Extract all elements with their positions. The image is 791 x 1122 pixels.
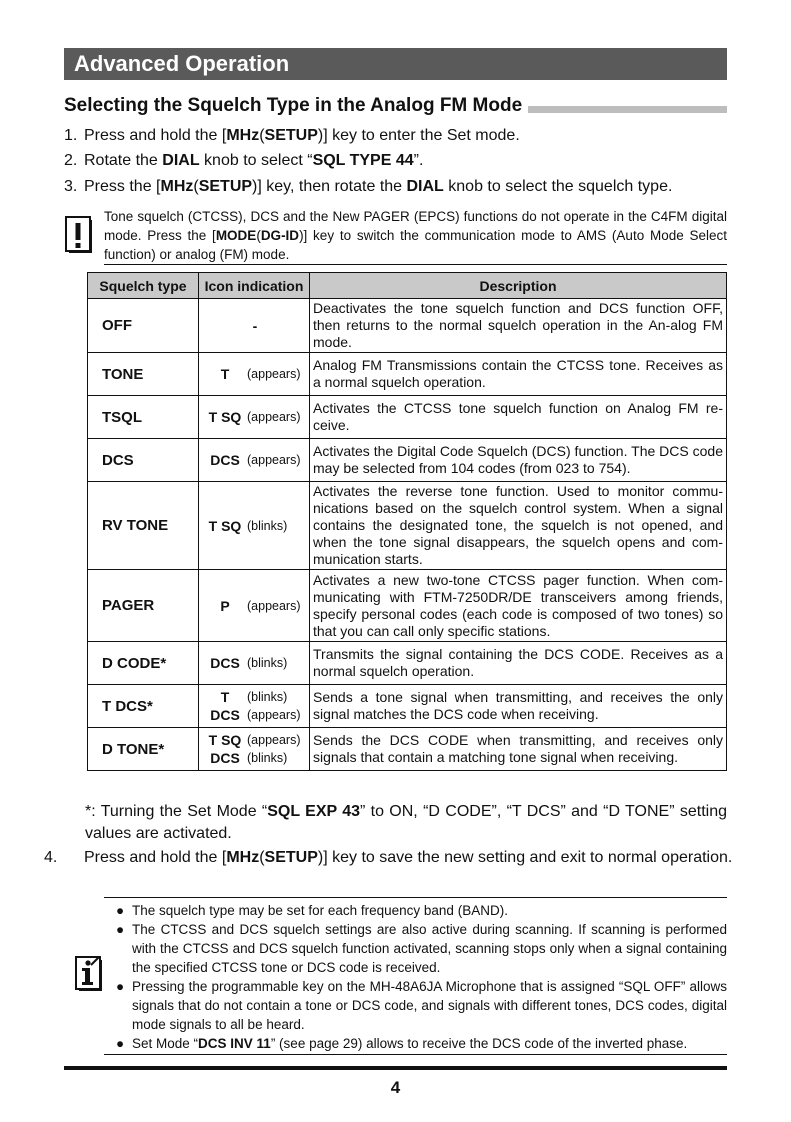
key-label: SQL TYPE 44 (312, 152, 414, 169)
table-row (88, 353, 727, 396)
key-label: DG-ID (260, 228, 300, 243)
squelch-type-cell: TSQL (88, 396, 199, 439)
info-note-icon (74, 954, 104, 992)
key-label: MHz (226, 849, 260, 866)
description-cell: Activates the CTCSS tone squelch function on Analog FM re-ceive. (310, 396, 727, 439)
icon-state: (appears) (247, 367, 301, 381)
key-label: MHz (160, 178, 194, 195)
icon-state: (appears) (247, 598, 301, 613)
step-1 (64, 125, 727, 147)
table-row (88, 685, 727, 728)
column-header: Squelch type (88, 273, 199, 299)
table-row (88, 396, 727, 439)
table-row (88, 439, 727, 482)
icon-state: (blinks) (247, 518, 288, 533)
icon-symbol: T SQ (208, 409, 242, 425)
squelch-type-cell: PAGER (88, 570, 199, 642)
column-header: Icon indication (199, 273, 310, 299)
icon-indication-cell (199, 685, 310, 728)
description-cell: Analog FM Transmissions contain the CTCSS tone. Receives as a normal squelch operation. (310, 353, 727, 396)
description-cell: Sends the DCS CODE when transmitting, and receives only signals that contain a matching tone signal when receiving. (310, 728, 727, 771)
caution-text-part: )] key to switch the communication mode to AMS (Auto Mode Select function) or analog (FM) mode. (104, 228, 727, 262)
description-cell: Transmits the signal containing the DCS CODE. Receives as a normal squelch operation. (310, 642, 727, 685)
exclamation-icon (64, 215, 96, 255)
key-label: MODE (215, 228, 257, 243)
step-2 (64, 150, 727, 172)
icon-state: (blinks) (247, 690, 288, 704)
list-item-text: The CTCSS and DCS squelch settings are also active during scanning. If scanning is performed with the CTCSS and DCS squelch function activated, scanning stops only when a signal containing the specified CTCSS tone or DCS code is received. (132, 922, 727, 975)
step-text: knob to select “ (199, 152, 313, 169)
subheading-text: Selecting the Squelch Type in the Analog FM Mode (64, 95, 528, 117)
icon-symbol: P (220, 597, 230, 614)
key-label: SETUP (264, 849, 318, 866)
list-item-text: Pressing the programmable key on the MH-48A6JA Microphone that is assigned “SQL OFF” allows signals that do not contain a tone or DCS code, and signals with different tones, DCS codes, digital mode signals to all be heard. (132, 979, 727, 1032)
footnote-text: *: Turning the Set Mode “ (85, 803, 268, 820)
footnote (85, 801, 727, 845)
icon-symbol: T SQ (208, 517, 242, 534)
icon-symbol: T (220, 689, 230, 705)
bullet-icon: ● (116, 922, 125, 937)
icon-indication-cell (199, 642, 310, 685)
icon-indication-cell (199, 299, 310, 353)
step-4 (44, 847, 747, 869)
icon-indication-cell (199, 439, 310, 482)
table-row (88, 299, 727, 353)
description-cell: Deactivates the tone squelch function and DCS function OFF, then returns to the normal squelch operation in the An-alog FM mode. (310, 299, 727, 353)
bullet-icon: ● (116, 903, 125, 918)
icon-indication-cell (199, 353, 310, 396)
step-text: Rotate the (84, 152, 163, 169)
icon-indication-cell (199, 396, 310, 439)
icon-state: (blinks) (247, 751, 288, 765)
caution-note (64, 207, 727, 265)
list-item (116, 977, 727, 1034)
icon-symbol: T SQ (208, 732, 242, 748)
step-number: 2. (64, 152, 78, 169)
step-number: 4. (44, 849, 58, 866)
info-rule-top (104, 897, 727, 898)
info-rule-bottom (104, 1054, 727, 1055)
step-number: 1. (64, 127, 78, 144)
step-number: 3. (64, 178, 78, 195)
step-text: )] key, then rotate the (252, 178, 407, 195)
footer-rule (64, 1066, 727, 1070)
squelch-type-cell: DCS (88, 439, 199, 482)
key-label: SETUP (198, 178, 253, 195)
squelch-type-cell: OFF (88, 299, 199, 353)
icon-symbol: DCS (210, 452, 240, 468)
bullet-icon: ● (116, 979, 125, 994)
caution-text (104, 207, 727, 264)
squelch-type-cell: T DCS* (88, 685, 199, 728)
list-item-text: Set Mode “ (132, 1036, 199, 1051)
step-text: knob to select the squelch type. (443, 178, 673, 195)
step-text: )] key to enter the Set mode. (317, 127, 520, 144)
caution-text-part: Tone squelch (CTCSS), DCS and the New PAGER (EPCS) functions do not operate in the C4FM digital mode. Press the [ (104, 209, 727, 243)
icon-state: (blinks) (247, 656, 288, 670)
squelch-type-cell: D TONE* (88, 728, 199, 771)
list-item (116, 901, 727, 920)
icon-symbol: DCS (210, 750, 240, 766)
squelch-type-cell: TONE (88, 353, 199, 396)
key-label: MHz (226, 127, 260, 144)
squelch-type-cell: D CODE* (88, 642, 199, 685)
description-cell: Activates a new two-tone CTCSS pager function. When com-municating with FTM-7250DR/DE transceivers among friends, specify personal codes (each code is composed of two tones) so that you can call only specific stations. (310, 570, 727, 642)
key-label: SQL EXP 43 (267, 803, 360, 820)
description-cell: Activates the reverse tone function. Used to monitor commu-nications based on the squelch control system. When a signal contains the designated tone, the squelch is not opened, and when the tone signal disappears, the squelch opens and com-munication starts. (310, 482, 727, 570)
column-header: Description (310, 273, 727, 299)
icon-state: (appears) (247, 708, 301, 722)
key-label: DIAL (406, 178, 444, 195)
icon-state: (appears) (247, 733, 301, 747)
description-cell: Activates the Digital Code Squelch (DCS) function. The DCS code may be selected from 104 codes (from 023 to 754). (310, 439, 727, 482)
icon-symbol: DCS (210, 707, 240, 723)
icon-symbol: T (220, 366, 230, 382)
step-text: ( (193, 178, 199, 195)
footnote-text: ” to ON, “D CODE”, “T DCS” and “D TONE” setting values are activated. (85, 803, 728, 842)
step-text: )] key to save the new setting and exit to normal operation. (317, 849, 733, 866)
list-item-text: ” (see page 29) allows to receive the DCS code of the inverted phase. (270, 1036, 688, 1051)
step-text: Press the [ (84, 178, 161, 195)
step-text: Press and hold the [ (84, 849, 227, 866)
caution-rule (104, 264, 727, 265)
step-text: ( (259, 127, 265, 144)
icon-symbol: DCS (210, 655, 240, 671)
squelch-type-table (87, 272, 727, 771)
icon-state: (appears) (247, 410, 301, 424)
icon-state: (appears) (247, 453, 301, 467)
key-label: DIAL (162, 152, 200, 169)
table-row (88, 728, 727, 771)
bullet-icon: ● (116, 1036, 125, 1051)
icon-indication-cell (199, 482, 310, 570)
table-header-row (88, 273, 727, 299)
key-label: SETUP (264, 127, 318, 144)
info-note (64, 897, 727, 1055)
step-3 (64, 176, 727, 198)
step-text: ”. (413, 152, 424, 169)
list-item (116, 920, 727, 977)
step-text: Press and hold the [ (84, 127, 227, 144)
key-label: DCS INV 11 (198, 1036, 271, 1051)
subheading (64, 95, 727, 117)
section-title: Advanced Operation (64, 48, 727, 80)
table-row (88, 570, 727, 642)
icon-indication-cell (199, 570, 310, 642)
icon-symbol: - (252, 317, 258, 334)
info-list (116, 901, 727, 1053)
step-text: ( (259, 849, 265, 866)
description-cell: Sends a tone signal when transmitting, and receives the only signal matches the DCS code when receiving. (310, 685, 727, 728)
list-item-text: The squelch type may be set for each frequency band (BAND). (132, 903, 508, 918)
table-row (88, 642, 727, 685)
icon-indication-cell (199, 728, 310, 771)
squelch-type-cell: RV TONE (88, 482, 199, 570)
table-row (88, 482, 727, 570)
list-item (116, 1034, 727, 1053)
page-number: 4 (390, 1078, 401, 1097)
caution-text-part: ( (256, 228, 261, 243)
